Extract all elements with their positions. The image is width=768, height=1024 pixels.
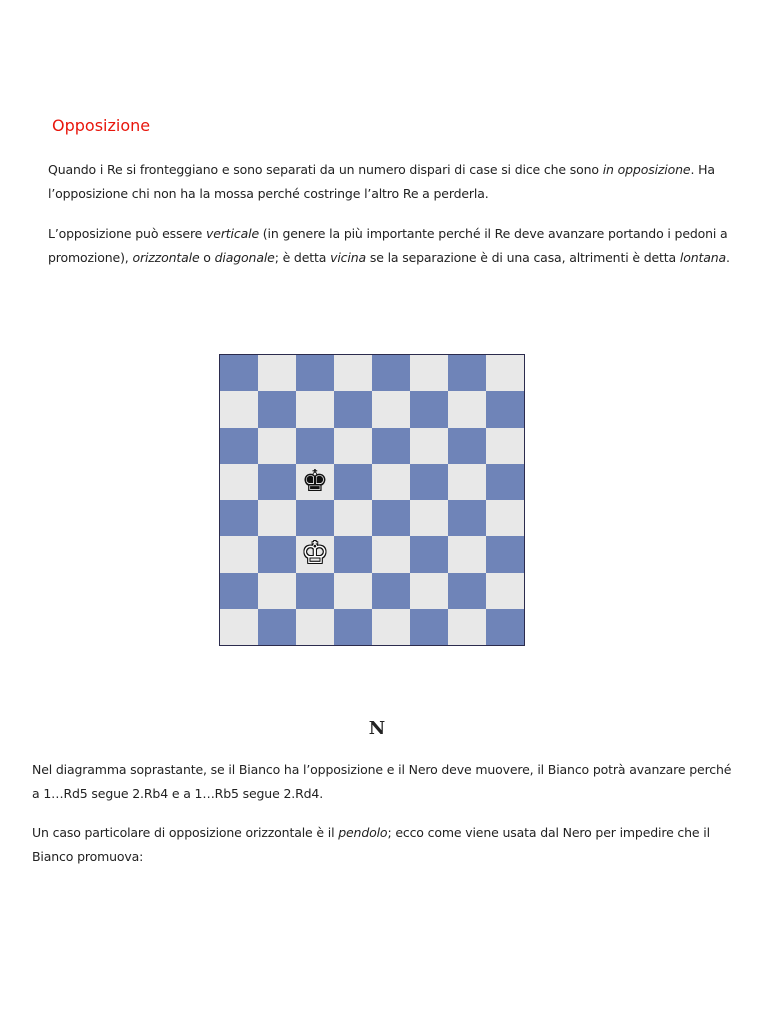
square-d4 [334, 500, 372, 536]
square-f1 [410, 609, 448, 645]
square-a5 [220, 464, 258, 500]
square-b5 [258, 464, 296, 500]
square-e1 [372, 609, 410, 645]
square-g2 [448, 573, 486, 609]
square-c6 [296, 428, 334, 464]
square-h6 [486, 428, 524, 464]
square-c4 [296, 500, 334, 536]
emphasis-span: in opposizione [602, 162, 691, 177]
square-c5 [296, 464, 334, 500]
square-h3 [486, 536, 524, 572]
diagram-caption: N [368, 718, 386, 739]
emphasis-span: pendolo [338, 825, 388, 840]
text-span: se la separazione è di una casa, altrimenti è detta [366, 249, 680, 265]
text-span: o [199, 249, 215, 265]
square-e5 [372, 464, 410, 500]
text-span: . [726, 249, 730, 265]
square-a8 [220, 355, 258, 391]
square-f8 [410, 355, 448, 391]
square-f7 [410, 391, 448, 427]
square-b1 [258, 609, 296, 645]
paragraph-pendulum [32, 821, 738, 868]
paragraph-definition [48, 158, 738, 205]
square-b7 [258, 391, 296, 427]
black-king-icon: ♚ [301, 463, 329, 499]
emphasis-span: verticale [206, 226, 259, 241]
square-g4 [448, 500, 486, 536]
square-e4 [372, 500, 410, 536]
text-span: ; ecco come viene usata dal Nero per impedire che il Bianco promuova: [32, 825, 710, 864]
square-h7 [486, 391, 524, 427]
square-d6 [334, 428, 372, 464]
square-f6 [410, 428, 448, 464]
square-d2 [334, 573, 372, 609]
square-g8 [448, 355, 486, 391]
square-f2 [410, 573, 448, 609]
square-f3 [410, 536, 448, 572]
square-e3 [372, 536, 410, 572]
square-a1 [220, 609, 258, 645]
square-f5 [410, 464, 448, 500]
square-h8 [486, 355, 524, 391]
square-g6 [448, 428, 486, 464]
square-b8 [258, 355, 296, 391]
text-span: ; è detta [274, 249, 331, 265]
chess-diagram [219, 354, 525, 646]
square-h1 [486, 609, 524, 645]
square-g7 [448, 391, 486, 427]
square-b2 [258, 573, 296, 609]
text-span: . Ha l’opposizione chi non ha la mossa perché costringe l’altro Re a perderla. [48, 162, 715, 201]
paragraph-types [48, 222, 738, 269]
square-d5 [334, 464, 372, 500]
square-a3 [220, 536, 258, 572]
square-g3 [448, 536, 486, 572]
square-g5 [448, 464, 486, 500]
emphasis-span: vicina [330, 249, 367, 265]
square-d3 [334, 536, 372, 572]
text-span: (in genere la più importante perché il Re deve avanzare portando i pedoni a promozione), [48, 226, 728, 265]
square-b4 [258, 500, 296, 536]
square-b3 [258, 536, 296, 572]
square-h2 [486, 573, 524, 609]
text-span: L’opposizione può essere [48, 226, 207, 241]
square-d7 [334, 391, 372, 427]
emphasis-span: lontana [679, 249, 727, 265]
square-e7 [372, 391, 410, 427]
square-a7 [220, 391, 258, 427]
section-heading: Opposizione [52, 116, 151, 135]
square-a6 [220, 428, 258, 464]
square-c2 [296, 573, 334, 609]
square-h5 [486, 464, 524, 500]
square-c8 [296, 355, 334, 391]
square-a2 [220, 573, 258, 609]
square-c1 [296, 609, 334, 645]
square-d1 [334, 609, 372, 645]
paragraph-explanation: Nel diagramma soprastante, se il Bianco ha l’opposizione e il Nero deve muovere, il Bianco potrà avanzare perché a 1…Rd5 segue 2.Rb4 e a 1…Rb5 segue 2.Rd4. [32, 762, 732, 801]
square-b6 [258, 428, 296, 464]
emphasis-span: orizzontale [132, 249, 200, 265]
emphasis-span: diagonale [214, 249, 275, 265]
square-h4 [486, 500, 524, 536]
white-king-icon: ♔ [301, 536, 329, 572]
square-c3 [296, 536, 334, 572]
text-span: Quando i Re si fronteggiano e sono separati da un numero dispari di case si dice che sono [48, 162, 603, 177]
square-e8 [372, 355, 410, 391]
square-d8 [334, 355, 372, 391]
square-f4 [410, 500, 448, 536]
text-span: Un caso particolare di opposizione orizzontale è il [32, 825, 339, 840]
square-e2 [372, 573, 410, 609]
square-e6 [372, 428, 410, 464]
square-g1 [448, 609, 486, 645]
square-a4 [220, 500, 258, 536]
square-c7 [296, 391, 334, 427]
